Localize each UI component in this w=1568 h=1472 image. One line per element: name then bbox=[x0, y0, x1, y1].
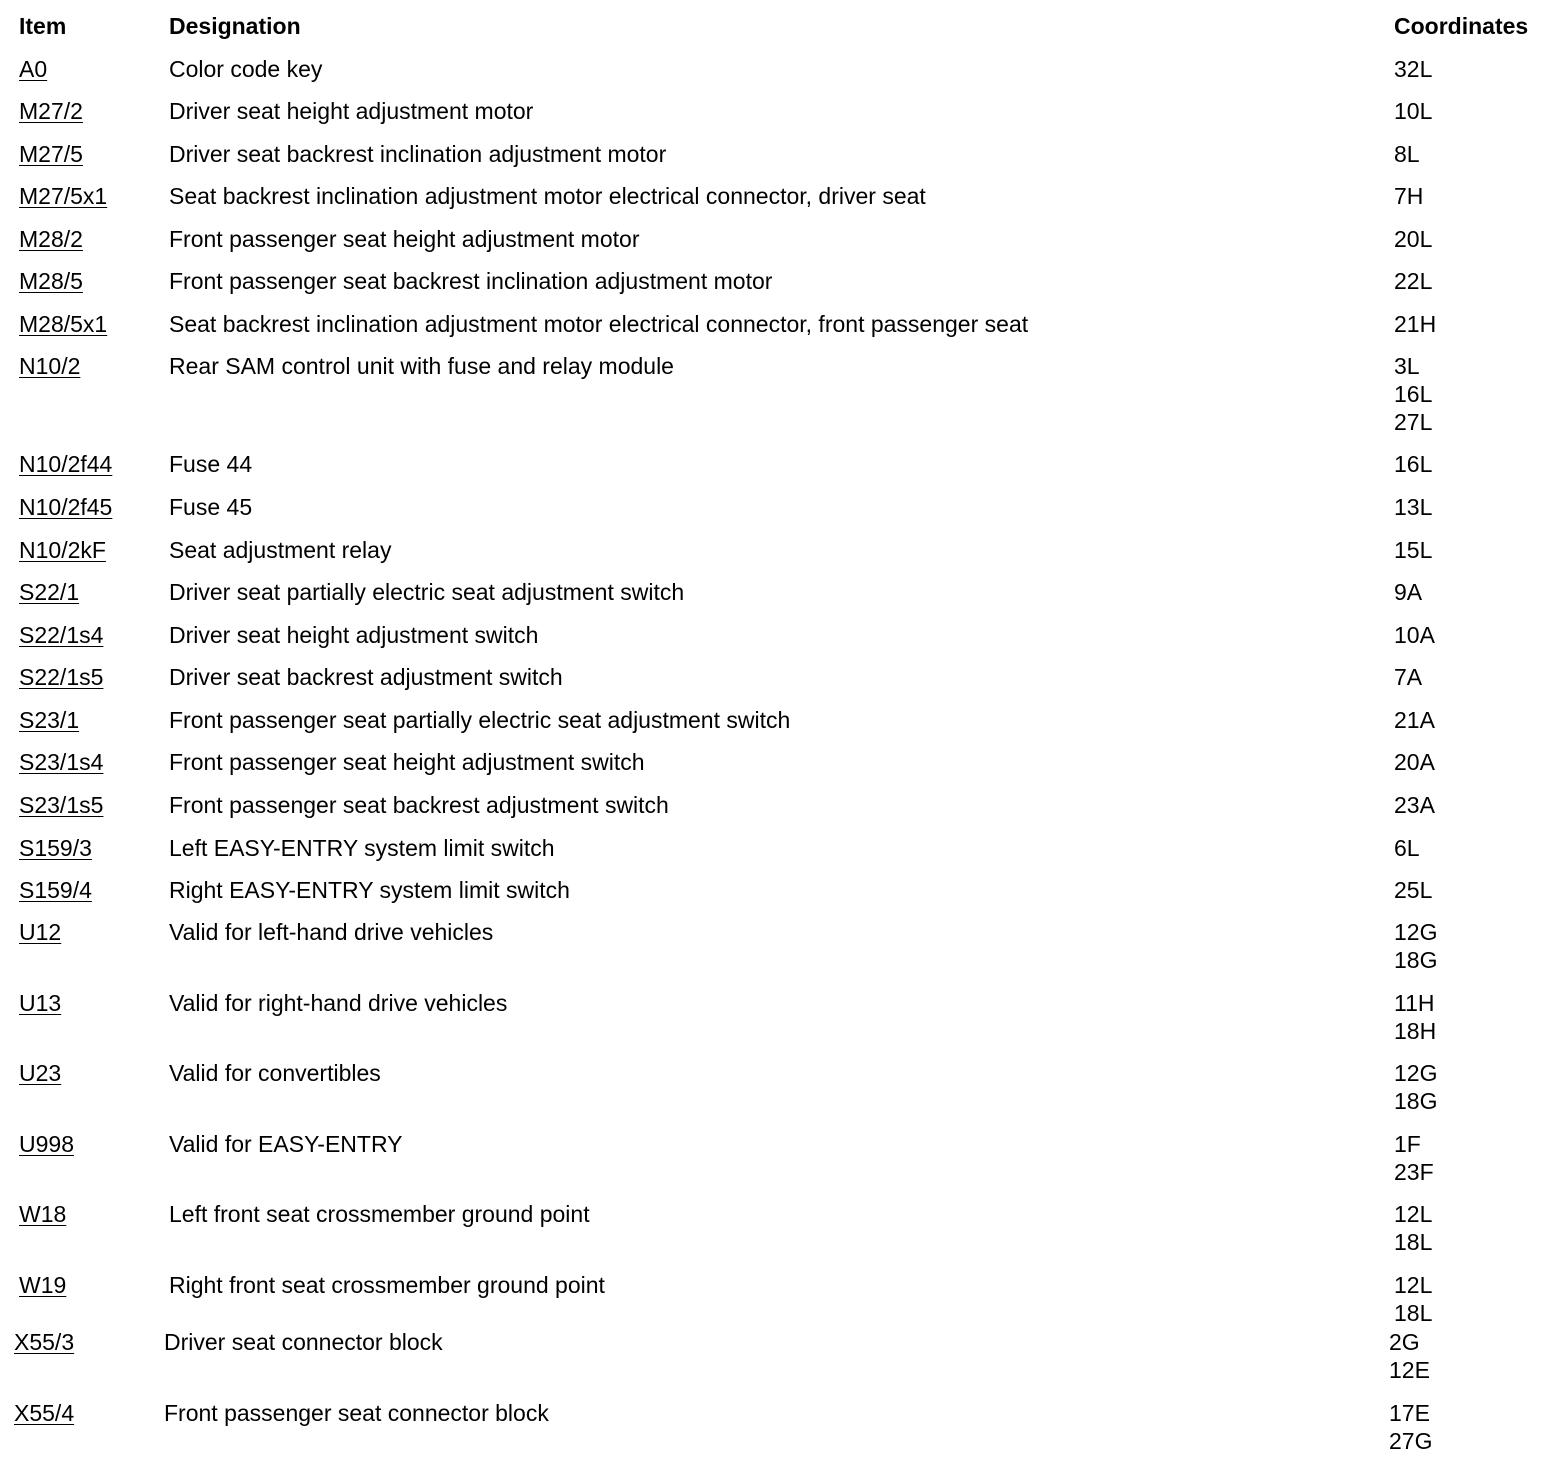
coordinate-value: 32L bbox=[1394, 56, 1433, 82]
coordinates-cell bbox=[1394, 536, 1432, 564]
item-link[interactable]: U998 bbox=[19, 1131, 74, 1157]
coordinates-cell bbox=[1389, 1328, 1430, 1384]
item-link[interactable]: S23/1 bbox=[19, 707, 80, 733]
designation-text: Front passenger seat height adjustment motor bbox=[169, 226, 640, 252]
designation-text: Left front seat crossmember ground point bbox=[169, 1201, 590, 1227]
designation-text: Front passenger seat connector block bbox=[164, 1400, 549, 1426]
coordinates-cell bbox=[1394, 97, 1432, 125]
coordinate-value: 15L bbox=[1394, 537, 1433, 563]
coordinates-cell bbox=[1394, 493, 1432, 521]
coordinate-value: 9A bbox=[1394, 579, 1423, 605]
designation-text: Front passenger seat partially electric seat adjustment switch bbox=[169, 707, 791, 733]
item-link[interactable]: S22/1 bbox=[19, 579, 80, 605]
coordinate-value: 12L bbox=[1394, 1201, 1433, 1227]
coordinate-value: 7A bbox=[1394, 664, 1423, 690]
coordinates-cell bbox=[1394, 1059, 1437, 1115]
coordinate-value: 22L bbox=[1394, 268, 1433, 294]
item-link[interactable]: M28/5x1 bbox=[19, 311, 108, 337]
coordinates-cell bbox=[1394, 834, 1420, 862]
coordinates-cell bbox=[1394, 267, 1432, 295]
item-link[interactable]: S23/1s4 bbox=[19, 749, 104, 775]
designation-text: Driver seat height adjustment motor bbox=[169, 98, 534, 124]
coordinate-value: 10A bbox=[1394, 622, 1435, 648]
coordinates-cell bbox=[1394, 663, 1422, 691]
coordinate-value: 6L bbox=[1394, 835, 1420, 861]
coordinates-cell bbox=[1394, 310, 1436, 338]
coordinates-cell bbox=[1394, 791, 1435, 819]
item-link[interactable]: U13 bbox=[19, 990, 62, 1016]
coordinates-cell bbox=[1394, 450, 1432, 478]
item-link[interactable]: S23/1s5 bbox=[19, 792, 104, 818]
coordinate-value: 17E bbox=[1389, 1400, 1430, 1426]
designation-text: Right EASY-ENTRY system limit switch bbox=[169, 877, 570, 903]
coordinate-value: 21H bbox=[1394, 311, 1437, 337]
designation-text: Valid for EASY-ENTRY bbox=[169, 1131, 403, 1157]
designation-text: Right front seat crossmember ground point bbox=[169, 1272, 605, 1298]
coordinates-cell bbox=[1394, 706, 1435, 734]
coordinate-value: 10L bbox=[1394, 98, 1433, 124]
designation-text: Driver seat backrest adjustment switch bbox=[169, 664, 563, 690]
coordinates-cell bbox=[1394, 918, 1437, 974]
designation-text: Left EASY-ENTRY system limit switch bbox=[169, 835, 555, 861]
item-link[interactable]: W18 bbox=[19, 1201, 67, 1227]
designation-text: Driver seat connector block bbox=[164, 1329, 443, 1355]
coordinate-value: 18G bbox=[1394, 1088, 1438, 1114]
coordinate-value: 20L bbox=[1394, 226, 1433, 252]
coordinate-value: 25L bbox=[1394, 877, 1433, 903]
item-link[interactable]: S22/1s5 bbox=[19, 664, 104, 690]
coordinates-cell bbox=[1394, 1271, 1432, 1327]
coordinates-cell bbox=[1394, 352, 1432, 436]
designation-text: Seat backrest inclination adjustment motor electrical connector, front passenger seat bbox=[169, 311, 1029, 337]
designation-text: Color code key bbox=[169, 56, 323, 82]
coordinate-value: 1F bbox=[1394, 1131, 1421, 1157]
item-link[interactable]: S22/1s4 bbox=[19, 622, 104, 648]
item-link[interactable]: N10/2kF bbox=[19, 537, 106, 563]
coordinate-value: 11H bbox=[1394, 990, 1435, 1016]
item-link[interactable]: U23 bbox=[19, 1060, 62, 1086]
item-link[interactable]: W19 bbox=[19, 1272, 67, 1298]
item-link[interactable]: M28/2 bbox=[19, 226, 83, 252]
coordinates-cell bbox=[1394, 876, 1432, 904]
coordinate-value: 23F bbox=[1394, 1159, 1434, 1185]
coordinate-value: 16L bbox=[1394, 381, 1433, 407]
coordinate-value: 18L bbox=[1394, 1300, 1433, 1326]
coordinate-value: 7H bbox=[1394, 183, 1424, 209]
coordinates-cell bbox=[1394, 140, 1420, 168]
designation-text: Valid for right-hand drive vehicles bbox=[169, 990, 508, 1016]
coordinate-value: 21A bbox=[1394, 707, 1435, 733]
coordinate-value: 27L bbox=[1394, 409, 1433, 435]
coordinates-cell bbox=[1394, 578, 1422, 606]
designation-text: Valid for convertibles bbox=[169, 1060, 381, 1086]
coordinate-value: 12G bbox=[1394, 919, 1438, 945]
designation-text: Front passenger seat height adjustment switch bbox=[169, 749, 645, 775]
item-link[interactable]: X55/4 bbox=[14, 1400, 75, 1426]
coordinate-value: 18H bbox=[1394, 1018, 1437, 1044]
coordinates-cell bbox=[1394, 182, 1423, 210]
coordinate-value: 20A bbox=[1394, 749, 1435, 775]
designation-text: Driver seat height adjustment switch bbox=[169, 622, 539, 648]
designation-text: Driver seat partially electric seat adjustment switch bbox=[169, 579, 685, 605]
item-link[interactable]: S159/4 bbox=[19, 877, 92, 903]
coordinates-cell bbox=[1394, 55, 1432, 83]
designation-text: Rear SAM control unit with fuse and relay module bbox=[169, 353, 674, 379]
item-link[interactable]: N10/2f44 bbox=[19, 451, 113, 477]
designation-text: Seat adjustment relay bbox=[169, 537, 392, 563]
item-link[interactable]: U12 bbox=[19, 919, 62, 945]
item-link[interactable]: M27/5x1 bbox=[19, 183, 108, 209]
designation-text: Fuse 44 bbox=[169, 451, 253, 477]
designation-text: Fuse 45 bbox=[169, 494, 253, 520]
item-link[interactable]: A0 bbox=[19, 56, 48, 82]
item-link[interactable]: N10/2 bbox=[19, 353, 81, 379]
coordinates-cell bbox=[1394, 1130, 1434, 1186]
item-link[interactable]: S159/3 bbox=[19, 835, 92, 861]
coordinate-value: 23A bbox=[1394, 792, 1435, 818]
coordinates-column-header: Coordinates bbox=[1394, 13, 1529, 39]
designation-text: Front passenger seat backrest inclination adjustment motor bbox=[169, 268, 773, 294]
coordinate-value: 12L bbox=[1394, 1272, 1433, 1298]
coordinates-cell bbox=[1394, 225, 1432, 253]
coordinates-cell bbox=[1394, 1200, 1432, 1256]
coordinate-value: 2G bbox=[1389, 1329, 1420, 1355]
designation-column-header: Designation bbox=[169, 13, 301, 39]
coordinate-value: 13L bbox=[1394, 494, 1433, 520]
item-link[interactable]: M27/5 bbox=[19, 141, 83, 167]
item-link[interactable]: N10/2f45 bbox=[19, 494, 113, 520]
coordinate-value: 18L bbox=[1394, 1229, 1433, 1255]
designation-text: Valid for left-hand drive vehicles bbox=[169, 919, 494, 945]
item-link[interactable]: X55/3 bbox=[14, 1329, 75, 1355]
designation-text: Driver seat backrest inclination adjustment motor bbox=[169, 141, 667, 167]
coordinate-value: 18G bbox=[1394, 947, 1438, 973]
coordinates-cell bbox=[1394, 621, 1435, 649]
coordinates-cell bbox=[1394, 748, 1435, 776]
coordinates-cell bbox=[1389, 1399, 1432, 1455]
coordinate-value: 27G bbox=[1389, 1428, 1433, 1454]
designation-text: Front passenger seat backrest adjustment switch bbox=[169, 792, 669, 818]
coordinate-value: 3L bbox=[1394, 353, 1420, 379]
coordinate-value: 8L bbox=[1394, 141, 1420, 167]
item-column-header: Item bbox=[19, 13, 67, 39]
item-link[interactable]: M27/2 bbox=[19, 98, 83, 124]
coordinate-value: 16L bbox=[1394, 451, 1433, 477]
designation-text: Seat backrest inclination adjustment motor electrical connector, driver seat bbox=[169, 183, 926, 209]
coordinates-cell bbox=[1394, 989, 1436, 1045]
coordinate-value: 12G bbox=[1394, 1060, 1438, 1086]
coordinate-value: 12E bbox=[1389, 1357, 1430, 1383]
item-link[interactable]: M28/5 bbox=[19, 268, 83, 294]
